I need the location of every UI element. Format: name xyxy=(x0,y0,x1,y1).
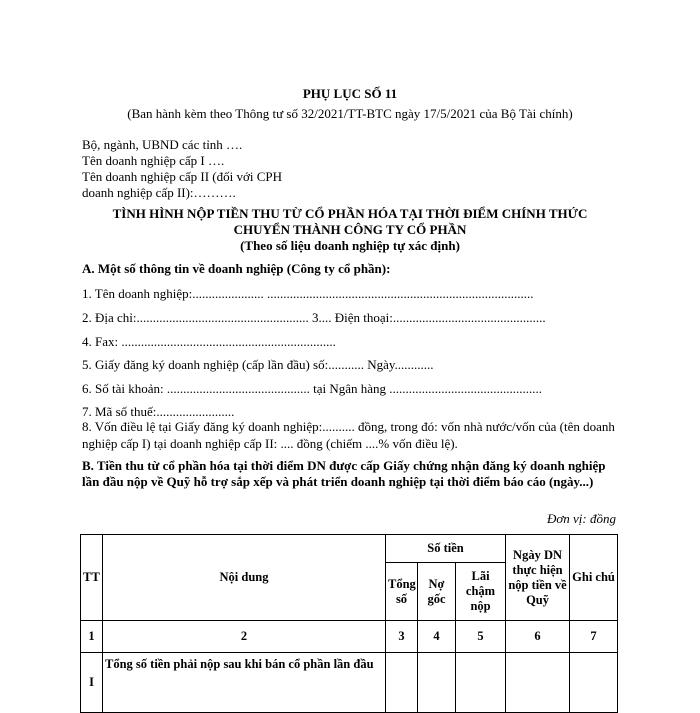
header-tt: TT xyxy=(81,535,103,621)
report-title-line-3: (Theo số liệu doanh nghiệp tự xác định) xyxy=(240,238,460,253)
field-charter-capital: 8. Vốn điều lệ tại Giấy đăng ký doanh nghiệp:.......... đồng, trong đó: vốn nhà nước/vốn của (tên doanh nghiệp cấp I) tại doanh nghiệp cấp II: .... đồng (chiếm ....% vốn điều lệ). xyxy=(82,419,615,451)
report-title-line-1: TÌNH HÌNH NỘP TIỀN THU TỪ CỔ PHẦN HÓA TẠI THỜI ĐIỂM CHÍNH THỨC xyxy=(112,206,588,221)
appendix-subtitle: (Ban hành kèm theo Thông tư số 32/2021/TT-BTC ngày 17/5/2021 của Bộ Tài chính) xyxy=(127,106,573,121)
row-payment-date xyxy=(506,653,570,713)
row-principal xyxy=(418,653,456,713)
index-cell: 2 xyxy=(103,621,386,653)
report-title xyxy=(60,206,640,254)
org-line-enterprise-level-2: Tên doanh nghiệp cấp II (đối với CPH xyxy=(82,169,283,184)
header-content: Nội dung xyxy=(103,535,386,621)
header-total: Tổng số xyxy=(386,563,418,621)
field-address-phone: 2. Địa chỉ:..................................................... 3.... Điện thoại:............................................... xyxy=(82,310,546,325)
row-total xyxy=(386,653,418,713)
row-tt: I xyxy=(81,653,103,713)
header-note: Ghi chú xyxy=(570,535,618,621)
appendix-title: PHỤ LỤC SỐ 11 xyxy=(302,86,398,101)
field-business-registration: 5. Giấy đăng ký doanh nghiệp (cấp lần đầu) số:........... Ngày............ xyxy=(82,357,434,372)
index-cell: 6 xyxy=(506,621,570,653)
table-row xyxy=(81,653,618,713)
field-company-name: 1. Tên doanh nghiệp:...................... .................................................................................. xyxy=(82,286,534,301)
row-note xyxy=(570,653,618,713)
field-bank-account: 6. Số tài khoản: ............................................ tại Ngân hàng ............................................... xyxy=(82,381,543,396)
index-cell: 1 xyxy=(81,621,103,653)
index-cell: 4 xyxy=(418,621,456,653)
unit-label: Đơn vị: đồng xyxy=(546,511,616,526)
row-content: Tổng số tiền phải nộp sau khi bán cổ phần lần đầu xyxy=(103,653,386,713)
field-fax: 4. Fax: .................................................................. xyxy=(82,334,336,349)
row-late-interest xyxy=(456,653,506,713)
header-late-interest: Lãi chậm nộp xyxy=(456,563,506,621)
org-line-enterprise-level-1: Tên doanh nghiệp cấp I …. xyxy=(82,153,225,168)
org-line-enterprise-level-2-cont: doanh nghiệp cấp II):………. xyxy=(82,185,236,200)
payment-table xyxy=(80,534,618,713)
header-payment-date: Ngày DN thực hiện nộp tiền về Quỹ xyxy=(506,535,570,621)
report-title-line-2: CHUYỂN THÀNH CÔNG TY CỔ PHẦN xyxy=(233,222,467,237)
index-cell: 3 xyxy=(386,621,418,653)
index-cell: 7 xyxy=(570,621,618,653)
header-amount: Số tiền xyxy=(386,535,506,563)
section-a-heading: A. Một số thông tin về doanh nghiệp (Công ty cổ phần): xyxy=(82,261,391,276)
section-b-heading: B. Tiền thu từ cổ phần hóa tại thời điểm DN được cấp Giấy chứng nhận đăng ký doanh nghiệp lần đầu nộp về Quỹ hỗ trợ sắp xếp và phát triển doanh nghiệp tại thời điểm báo cáo (ngày...) xyxy=(82,458,606,489)
field-tax-code: 7. Mã số thuế:........................ xyxy=(82,404,235,419)
header-principal: Nợ gốc xyxy=(418,563,456,621)
index-cell: 5 xyxy=(456,621,506,653)
index-row xyxy=(81,621,618,653)
org-line-ministry: Bộ, ngành, UBND các tỉnh …. xyxy=(82,137,243,152)
